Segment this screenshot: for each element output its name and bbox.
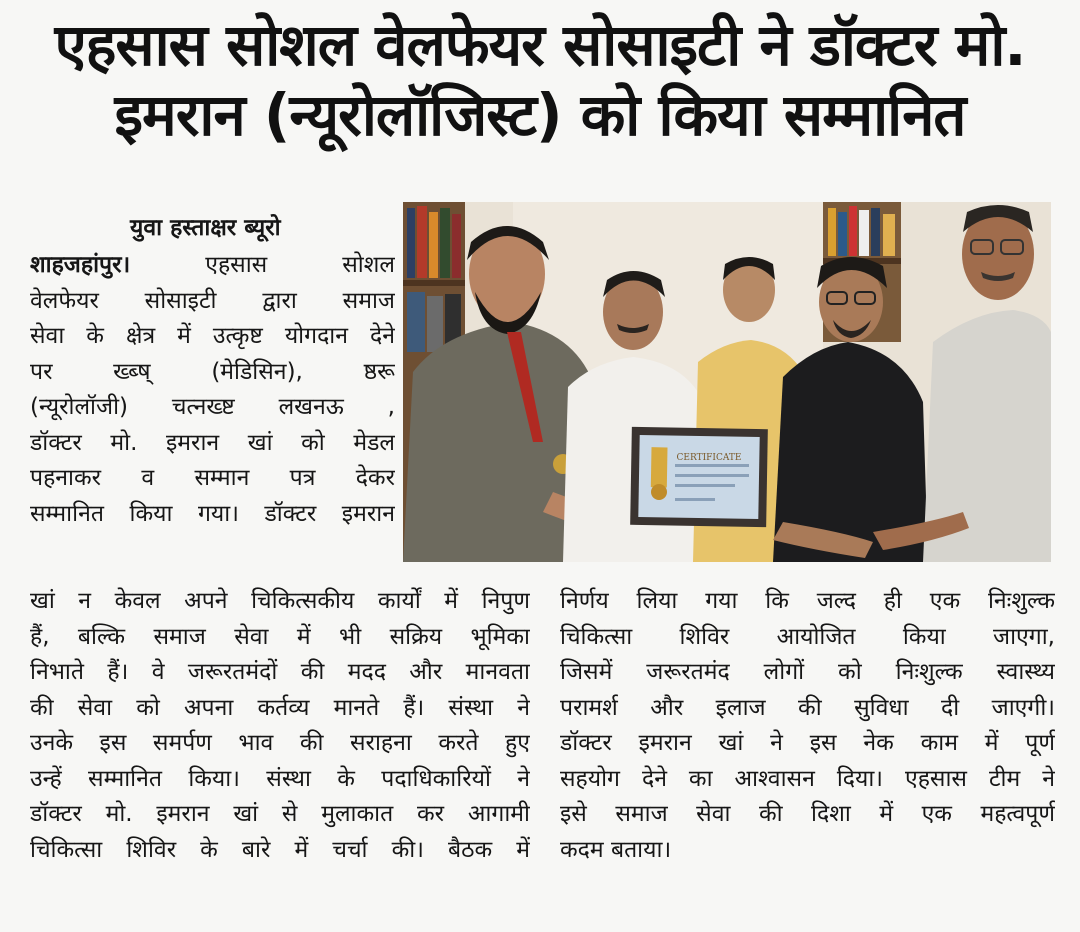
book	[407, 292, 425, 352]
headline	[20, 10, 1060, 150]
book	[452, 214, 461, 278]
article-column-left-bottom	[30, 584, 530, 868]
article-line: खां न केवल अपने चिकित्सकीय कार्यों में निपुण	[30, 588, 530, 614]
article-line: हैं, बल्कि समाज सेवा में भी सक्रिय भूमिका	[30, 623, 530, 650]
news-photo	[403, 202, 1051, 562]
book	[828, 208, 836, 256]
article-line: सेवा के क्षेत्र में उत्कृष्ट योगदान देने	[30, 323, 395, 349]
book	[871, 208, 880, 256]
article-column-left-top	[30, 248, 395, 532]
book	[849, 206, 857, 256]
article-line: सम्मानित किया गया। डॉक्टर इमरान	[30, 500, 395, 527]
book	[838, 212, 847, 256]
shelf	[403, 280, 465, 286]
article-line: जिसमें जरूरतमंद लोगों को निःशुल्क स्वास्थ्य	[560, 659, 1055, 685]
article-line-text: एहसास सोशल	[130, 252, 395, 278]
photo-illustration	[403, 202, 1051, 562]
article-line: (न्यूरोलॉजी) चत्नख्ष्ट लखनऊ ,	[30, 394, 395, 420]
article-line: परामर्श और इलाज की सुविधा दी जाएगी।	[560, 694, 1055, 721]
article-line: चिकित्सा शिविर आयोजित किया जाएगा,	[560, 623, 1055, 650]
article-line: सहयोग देने का आश्वासन दिया। एहसास टीम ने	[560, 765, 1055, 792]
certificate-frame	[630, 427, 768, 527]
book	[440, 208, 450, 278]
article-line: डॉक्टर इमरान खां ने इस नेक काम में पूर्ण	[560, 730, 1055, 756]
article-line: चिकित्सा शिविर के बारे में चर्चा की। बैठक में	[30, 836, 530, 863]
article-line: पर ख्ब्ष् (मेडिसिन), ष्ठरू	[30, 358, 395, 385]
article-line	[30, 248, 395, 284]
headline-line-1: एहसास सोशल वेलफेयर सोसाइटी ने डॉक्टर मो.	[54, 11, 1026, 79]
article-line: की सेवा को अपना कर्तव्य मानते हैं। संस्था ने	[30, 694, 530, 721]
article-line: वेलफेयर सोसाइटी द्वारा समाज	[30, 287, 395, 314]
certificate-heading: CERTIFICATE	[676, 453, 742, 463]
book	[429, 212, 438, 278]
article-line: कदम बताया।	[560, 836, 672, 863]
book	[417, 206, 427, 278]
headline-line-2: इमरान (न्यूरोलॉजिस्ट) को किया सम्मानित	[114, 81, 966, 149]
dateline: शाहजहांपुर।	[30, 252, 131, 278]
byline: युवा हस्ताक्षर ब्यूरो	[130, 215, 281, 241]
book	[859, 210, 869, 256]
book	[427, 296, 443, 352]
article-line: डॉक्टर मो. इमरान खां से मुलाकात कर आगामी	[30, 801, 530, 827]
book	[407, 208, 415, 278]
article-column-right	[560, 584, 1055, 868]
article-line: निभाते हैं। वे जरूरतमंदों की मदद और मानवता	[30, 659, 530, 685]
book	[883, 214, 895, 256]
article-line: डॉक्टर मो. इमरान खां को मेडल	[30, 429, 395, 456]
article-line: निर्णय लिया गया कि जल्द ही एक निःशुल्क	[560, 588, 1055, 614]
article-line: उन्हें सम्मानित किया। संस्था के पदाधिकारियों ने	[30, 765, 530, 792]
article-line: उनके इस समर्पण भाव की सराहना करते हुए	[30, 730, 530, 756]
article-line: इसे समाज सेवा की दिशा में एक महत्वपूर्ण	[560, 801, 1055, 827]
article-line: पहनाकर व सम्मान पत्र देकर	[30, 465, 395, 491]
